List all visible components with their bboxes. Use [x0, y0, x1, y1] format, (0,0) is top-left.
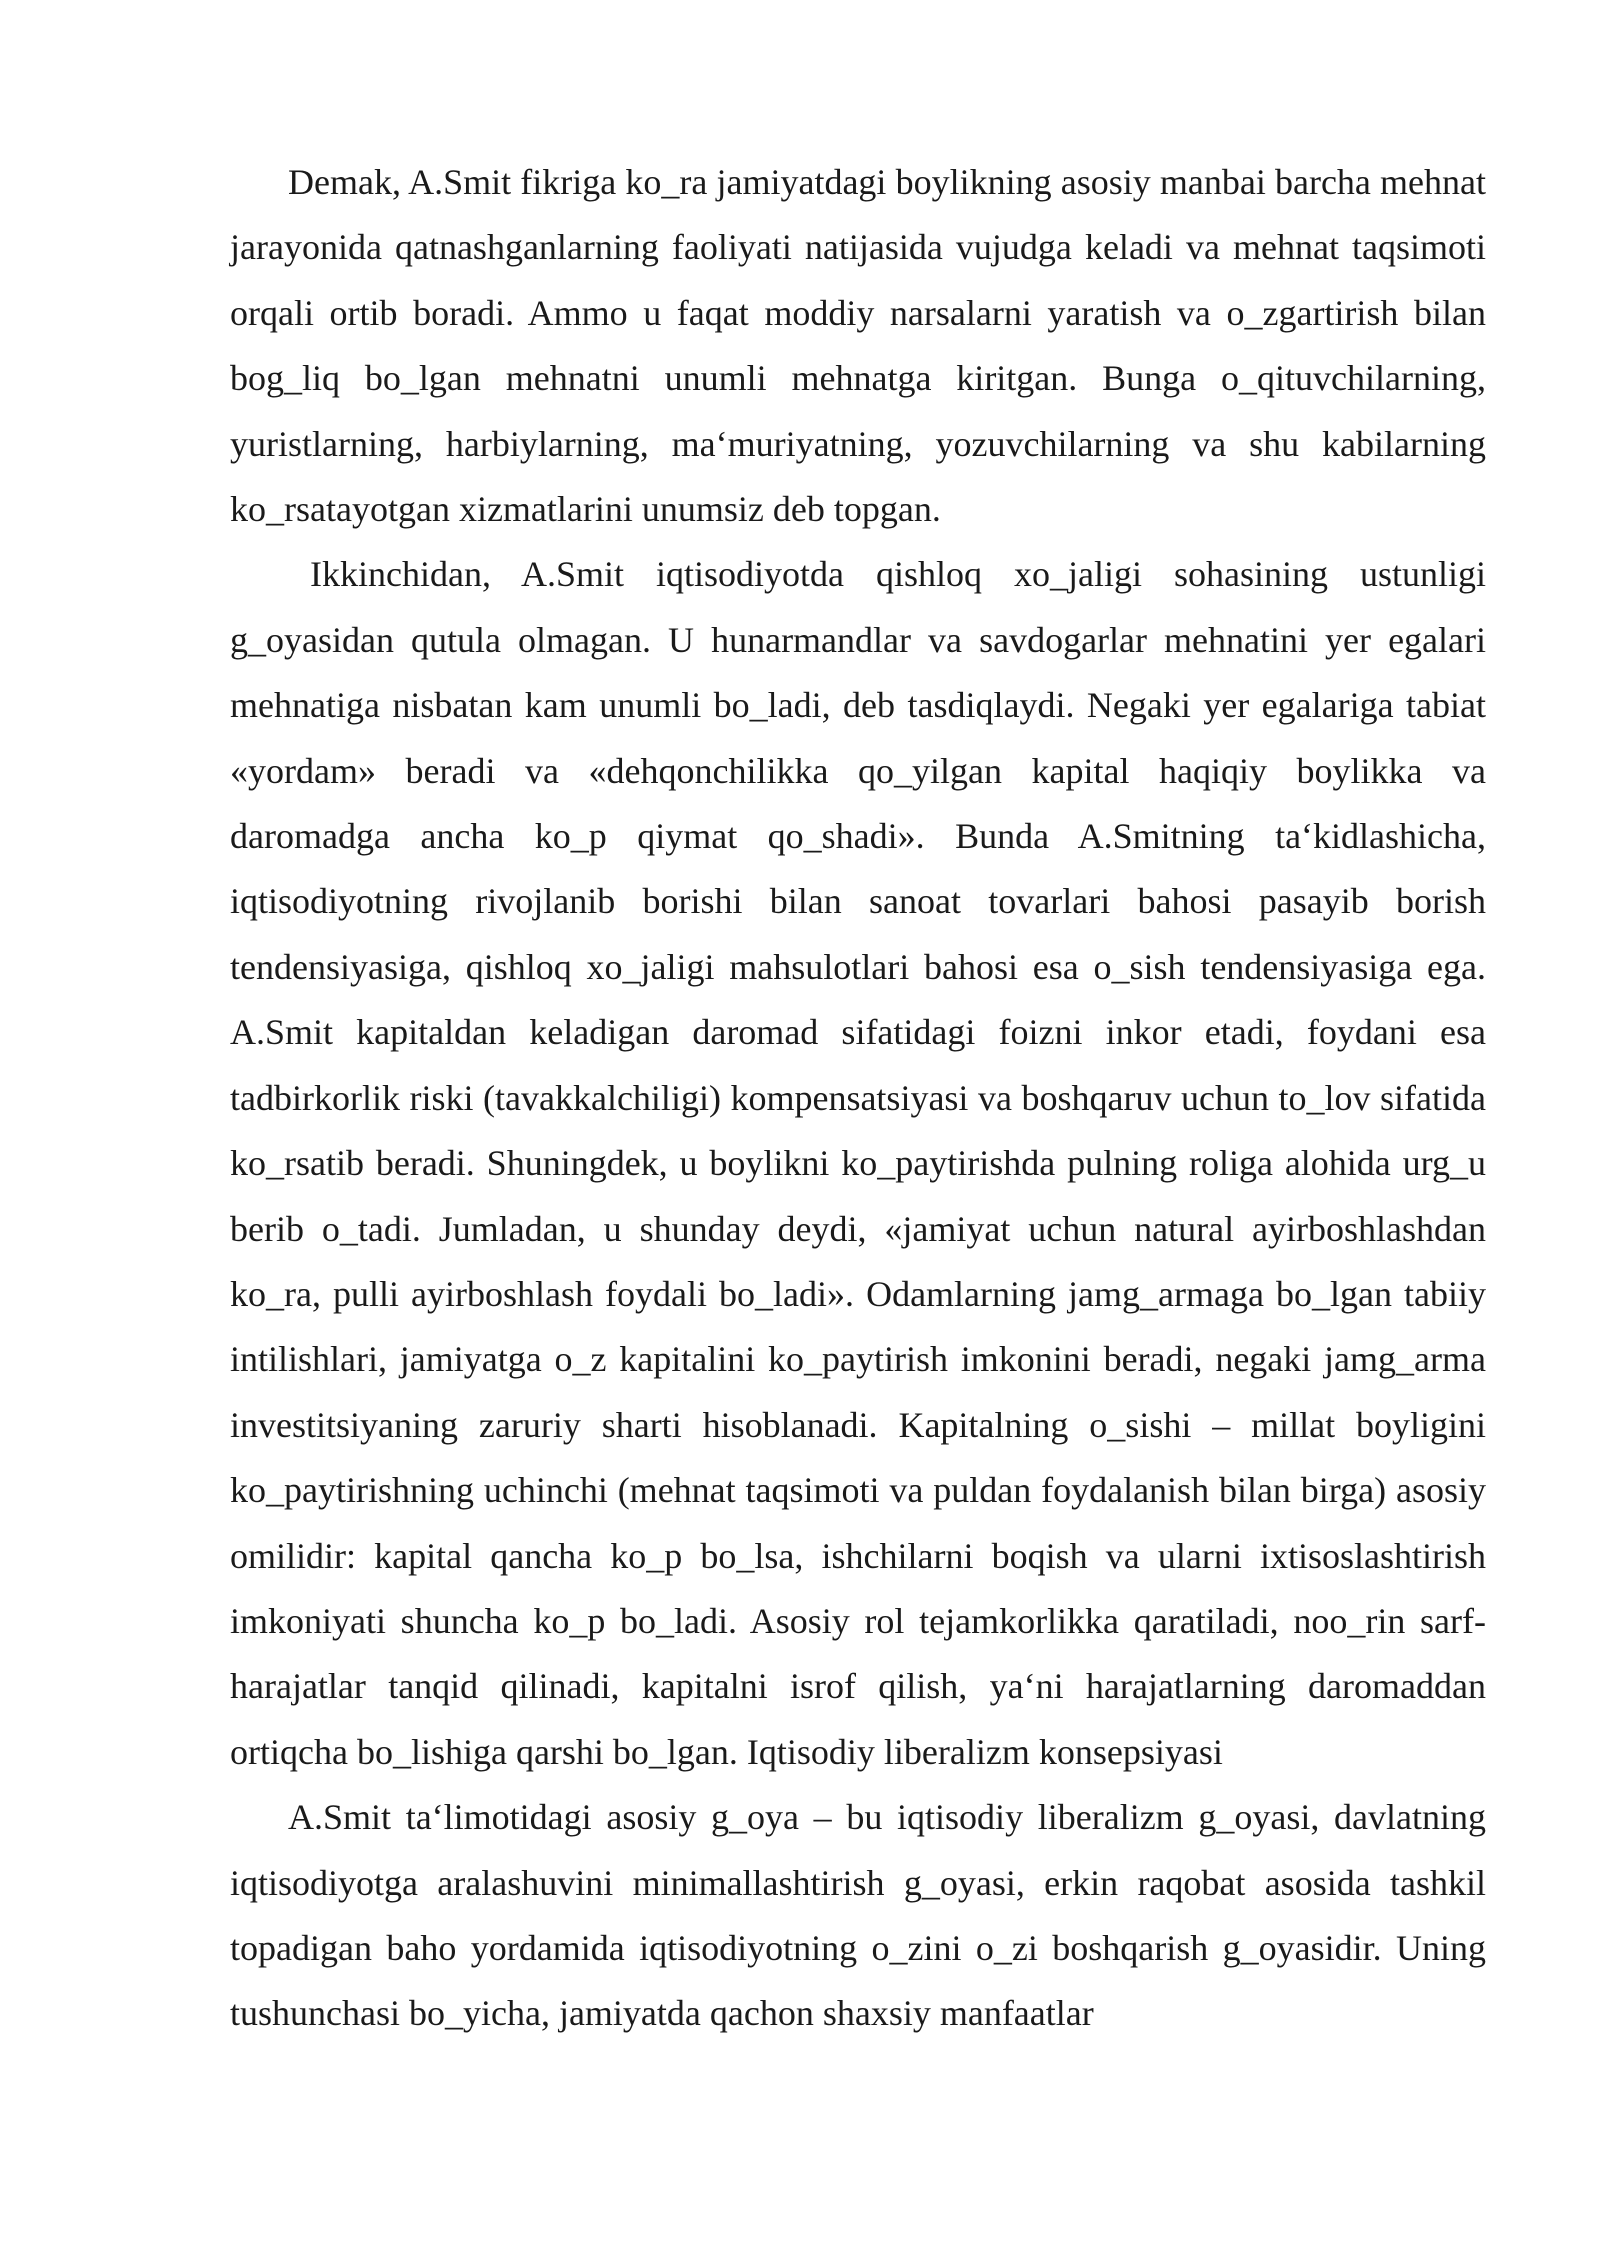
body-text: [230, 150, 1486, 2047]
paragraph-3: A.Smit ta‘limotidagi asosiy g_oya – bu iqtisodiy liberalizm g_oyasi, davlatning iqtisodiyotga aralashuvini minimallashtirish g_oyasi, erkin raqobat asosida tashkil topadigan baho yordamida iqtisodiyotning o_zini o_zi boshqarish g_oyasidir. Uning tushunchasi bo_yicha, jamiyatda qachon shaxsiy manfaatlar: [230, 1797, 1486, 2034]
paragraph-2: Ikkinchidan, A.Smit iqtisodiyotda qishloq xo_jaligi sohasining ustunligi g_oyasidan qutula olmagan. U hunarmandlar va savdogarlar mehnatini yer egalari mehnatiga nisbatan kam unumli bo_ladi, deb tasdiqlaydi. Negaki yer egalariga tabiat «yordam» beradi va «dehqonchilikka qo_yilgan kapital haqiqiy boylikka va daromadga ancha ko_p qiymat qo_shadi». Bunda A.Smitning ta‘kidlashicha, iqtisodiyotning rivojlanib borishi bilan sanoat tovarlari bahosi pasayib borish tendensiyasiga, qishloq xo_jaligi mahsulotlari bahosi esa o_sish tendensiyasiga ega. A.Smit kapitaldan keladigan daromad sifatidagi foizni inkor etadi, foydani esa tadbirkorlik riski (tavakkalchiligi) kompensatsiyasi va boshqaruv uchun to_lov sifatida ko_rsatib beradi. Shuningdek, u boylikni ko_paytirishda pulning roliga alohida urg_u berib o_tadi. Jumladan, u shunday deydi, «jamiyat uchun natural ayirboshlashdan ko_ra, pulli ayirboshlash foydali bo_ladi». Odamlarning jamg_armaga bo_lgan tabiiy intilishlari, jamiyatga o_z kapitalini ko_paytirish imkonini beradi, negaki jamg_arma investitsiyaning zaruriy sharti hisoblanadi. Kapitalning o_sishi – millat boyligini ko_paytirishning uchinchi (mehnat taqsimoti va puldan foydalanish bilan birga) asosiy omilidir: kapital qancha ko_p bo_lsa, ishchilarni boqish va ularni ixtisoslashtirish imkoniyati shuncha ko_p bo_ladi. Asosiy rol tejamkorlikka qaratiladi, noo_rin sarf-harajatlar tanqid qilinadi, kapitalni isrof qilish, ya‘ni harajatlarning daromaddan ortiqcha bo_lishiga qarshi bo_lgan. Iqtisodiy liberalizm konsepsiyasi: [230, 554, 1486, 1772]
paragraph-1: Demak, A.Smit fikriga ko_ra jamiyatdagi boylikning asosiy manbai barcha mehnat jarayonida qatnashganlarning faoliyati natijasida vujudga keladi va mehnat taqsimoti orqali ortib boradi. Ammo u faqat moddiy narsalarni yaratish va o_zgartirish bilan bog_liq bo_lgan mehnatni unumli mehnatga kiritgan. Bunga o_qituvchilarning, yuristlarning, harbiylarning, ma‘muriyatning, yozuvchilarning va shu kabilarning ko_rsatayotgan xizmatlarini unumsiz deb topgan.: [230, 162, 1486, 530]
